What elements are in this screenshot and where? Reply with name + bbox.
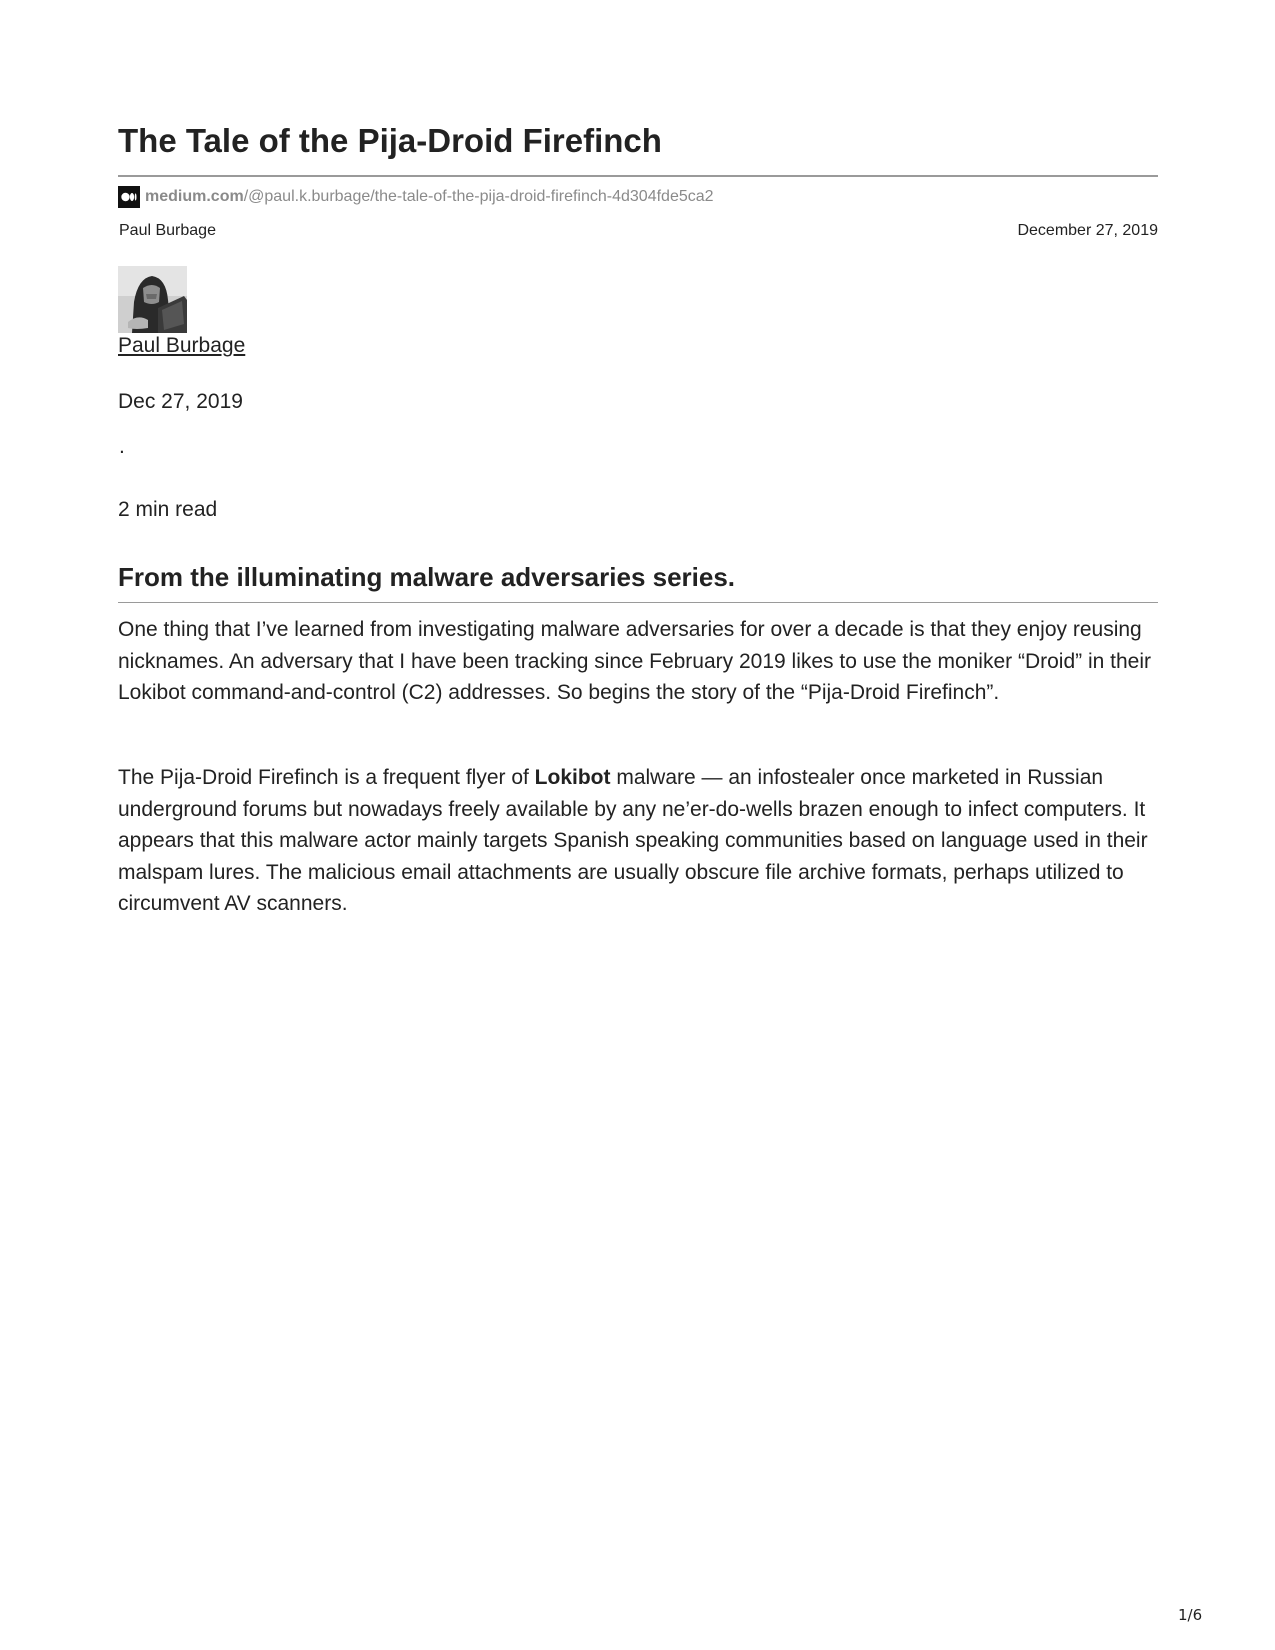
source-domain: medium.com xyxy=(145,188,244,205)
paragraph-2-body: malware — an infostealer once marketed in Russian underground forums but nowadays freely available by any ne’er-do-wells brazen enough to infect computers. It appears that this malware actor mainly targets Spanish speaking communities based on language used in their malspam lures. The malicious email attachments are usually obscure file archive formats, perhaps utilized to circumvent AV scanners. xyxy=(118,766,1148,915)
medium-logo-icon xyxy=(118,186,140,208)
title-divider xyxy=(118,175,1158,177)
publish-date: Dec 27, 2019 xyxy=(118,390,243,413)
meta-author: Paul Burbage xyxy=(119,222,216,239)
source-path: /@paul.k.burbage/the-tale-of-the-pija-droid-firefinch-4d304fde5ca2 xyxy=(243,188,714,205)
source-url[interactable] xyxy=(118,186,714,208)
read-time: 2 min read xyxy=(118,498,218,521)
meta-date: December 27, 2019 xyxy=(1017,222,1158,239)
author-link[interactable]: Paul Burbage xyxy=(118,334,246,357)
paragraph-2 xyxy=(118,762,1158,920)
article-title: The Tale of the Pija-Droid Firefinch xyxy=(118,122,662,159)
section-heading: From the illuminating malware adversaries series. xyxy=(118,562,736,592)
paragraph-1: One thing that I’ve learned from investigating malware adversaries for over a decade is that they enjoy reusing nicknames. An adversary that I have been tracking since February 2019 likes to use the moniker “Droid” in their Lokibot command-and-control (C2) addresses. So begins the story of the “Pija-Droid Firefinch”. xyxy=(118,618,1152,704)
byline-separator: . xyxy=(119,435,125,458)
author-avatar[interactable] xyxy=(118,266,187,333)
page-number: 1/6 xyxy=(1178,1606,1203,1624)
paragraph-2-intro: The Pija-Droid Firefinch is a frequent flyer of xyxy=(118,766,535,789)
lokibot-emphasis: Lokibot xyxy=(534,766,611,789)
section-divider xyxy=(118,602,1158,603)
